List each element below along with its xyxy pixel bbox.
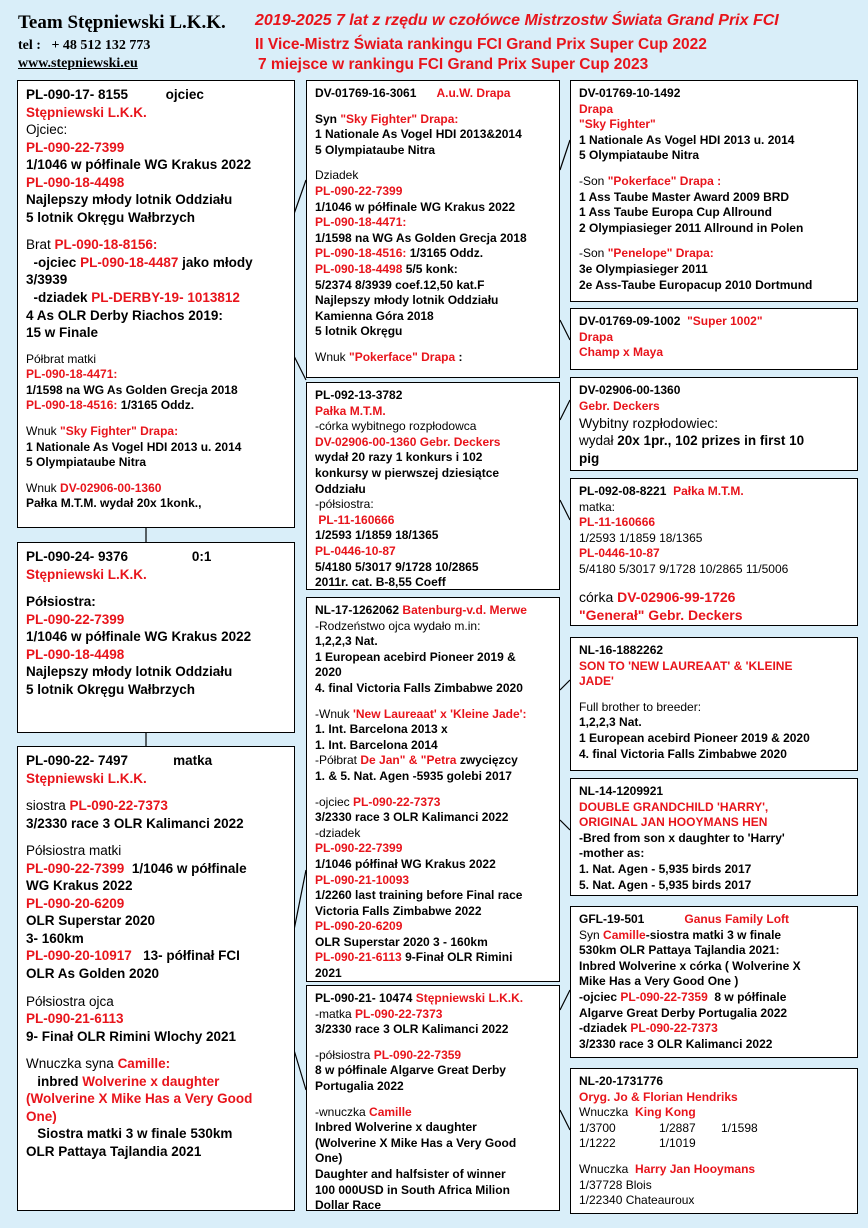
- fs-d-res3: 1/3165 Oddz.: [409, 246, 484, 261]
- ms-dz-res6: 2021: [315, 966, 342, 981]
- mother-wn-name: Camille:: [117, 1056, 171, 1072]
- mdd-wn1-b: 1/2887: [659, 1120, 696, 1135]
- fds-owner: Gebr. Deckers: [579, 398, 660, 413]
- mdd-wn1-e: 1/1019: [659, 1136, 696, 1151]
- father-brat-label: Brat: [26, 237, 51, 253]
- mother-wn-label: Wnuczka syna: [26, 1056, 114, 1072]
- mdd-ring: NL-20-1731776: [579, 1074, 664, 1088]
- mother-ps-res3: 13- półfinał FCI: [143, 948, 240, 964]
- fs-wnuk-name: "Pokerface" Drapa: [349, 349, 456, 364]
- connector-msire-msdam: [560, 820, 570, 830]
- sibling-ring3: PL-090-18-4498: [26, 646, 125, 662]
- mss-label: Full brother to breeder:: [579, 699, 702, 714]
- mother-owner: Stępniewski L.K.K.: [26, 770, 147, 786]
- ms-dz-res: 1/1046 półfinał WG Krakus 2022: [315, 856, 496, 871]
- mother-card: [17, 746, 295, 1211]
- ms-desc: -Rodzeństwo ojca wydało m.in:: [315, 618, 481, 633]
- md-owner: Stępniewski L.K.K.: [415, 991, 524, 1005]
- mother-siostra-label: siostra: [26, 798, 66, 814]
- connector-mother-mothersire: [294, 870, 306, 930]
- ms-ring: NL-17-1262062: [315, 603, 400, 617]
- mdd-wn2-a: 1/37728 Blois: [579, 1177, 652, 1192]
- ffs-son1-prefix: -Son: [579, 173, 605, 188]
- father-ring: PL-090-17- 8155: [26, 87, 129, 102]
- sibling-ring2: PL-090-22-7399: [26, 611, 125, 627]
- msd-r2: 5. Nat. Agen - 5,935 birds 2017: [579, 877, 752, 892]
- fdd-res1: 1/2593 1/1859 18/1365: [579, 530, 703, 545]
- mother-siostra-res: 3/2330 race 3 OLR Kalimanci 2022: [26, 815, 244, 831]
- sibling-label: Półsiostra:: [26, 594, 96, 610]
- fds-res-prefix: wydał: [579, 433, 614, 449]
- father-wnuk-res1: 1 Nationale As Vogel HDI 2013 u. 2014: [26, 439, 242, 454]
- father-sire-card: [306, 80, 560, 378]
- father-brat-ring: PL-090-18-8156:: [54, 237, 158, 253]
- fds-res-bold: 20x 1pr., 102 prizes in first 10: [617, 433, 805, 449]
- msd-ring: NL-14-1209921: [579, 784, 664, 798]
- mdd-wn1-label: Wnuczka: [579, 1105, 629, 1120]
- msd-title1: DOUBLE GRANDCHILD 'HARRY',: [579, 799, 769, 814]
- father-polbrat-res2: 1/3165 Oddz.: [120, 398, 195, 413]
- fs-d-res7: Kamienna Góra 2018: [315, 308, 434, 323]
- fd-sire-card: [570, 377, 858, 471]
- connector-mdam-mddam: [560, 1110, 570, 1130]
- fd-ps-ring2: PL-0446-10-87: [315, 543, 396, 558]
- mother-wn-res1: Siostra matki 3 w finale 530km: [37, 1126, 233, 1142]
- fd-res2: konkursy w pierwszej dziesiątce: [315, 465, 500, 480]
- mds-r3: Mike Has a Very Good One ): [579, 974, 739, 989]
- fd-sire-ring: DV-02906-00-1360 Gebr. Deckers: [315, 434, 501, 449]
- phone-number: + 48 512 132 773: [51, 38, 151, 53]
- ms-dam-card: [570, 778, 858, 896]
- fs-res1: 1 Nationale As Vogel HDI 2013&2014: [315, 127, 522, 142]
- father-owner: Stępniewski L.K.K.: [26, 104, 147, 120]
- msd-title2: ORIGINAL JAN HOOYMANS HEN: [579, 815, 768, 830]
- sibling-res2: Najlepszy młody lotnik Oddziału: [26, 664, 233, 680]
- ms-o-res: 3/2330 race 3 OLR Kalimanci 2022: [315, 810, 509, 825]
- ms-dz-ring3: PL-090-20-6209: [315, 919, 403, 934]
- mds-oj-ring: PL-090-22-7359: [620, 989, 708, 1004]
- fd-ring: PL-092-13-3782: [315, 388, 403, 402]
- ms-o-label: -ojciec: [315, 794, 350, 809]
- father-dziadek-ring: PL-DERBY-19- 1013812: [91, 290, 240, 306]
- ms-pb-suffix: zwycięzcy: [459, 753, 518, 768]
- mds-oj-label: -ojciec: [579, 989, 618, 1004]
- fds-res2: pig: [579, 450, 600, 466]
- mother-role: matka: [173, 753, 213, 768]
- sibling-res3: 5 lotnik Okręgu Wałbrzych: [26, 681, 196, 697]
- ffs-name1: Drapa: [579, 101, 614, 116]
- mds-syn-res: -siostra matki 3 w finale: [645, 927, 782, 942]
- header-line-1: 2019-2025 7 lat z rzędu w czołówce Mistrzostw Świata Grand Prix FCI: [255, 12, 779, 29]
- ms-dz-ring: PL-090-22-7399: [315, 841, 403, 856]
- mother-pso-res: 9- Finał OLR Rimini Wlochy 2021: [26, 1028, 237, 1044]
- mdd-wn1-d: 1/1222: [579, 1136, 616, 1151]
- fd-ps-ring: PL-11-160666: [318, 512, 395, 527]
- father-polbrat-res: 1/1598 na WG As Golden Grecja 2018: [26, 382, 238, 397]
- ms-r2: 1 European acebird Pioneer 2019 &: [315, 649, 516, 664]
- ms-dz-res5: 9-Finał OLR Rimini: [405, 950, 513, 965]
- fs-wnuk-label: Wnuk: [315, 349, 346, 364]
- ms-dz-res3: Victoria Falls Zimbabwe 2022: [315, 903, 482, 918]
- father-brat-ojciec-label: -ojciec: [33, 254, 77, 270]
- mds-dz-label: -dziadek: [579, 1021, 628, 1036]
- fd-ps-res: 1/2593 1/1859 18/1365: [315, 528, 439, 543]
- md-m-label: -matka: [315, 1006, 352, 1021]
- mother-ps-ring2: PL-090-20-6209: [26, 895, 125, 911]
- mdd-owner: Oryg. Jo & Florian Hendriks: [579, 1089, 738, 1104]
- md-sire-card: [570, 906, 858, 1058]
- mss-r3: 4. final Victoria Falls Zimbabwe 2020: [579, 746, 787, 761]
- ff-sire-card: [570, 80, 858, 302]
- fs-d-res: 1/1046 w półfinale WG Krakus 2022: [315, 199, 516, 214]
- father-card: [17, 80, 295, 528]
- father-ojciec-label: Ojciec:: [26, 122, 68, 138]
- ffd-owner: Drapa: [579, 329, 614, 344]
- msd-desc: -Bred from son x daughter to 'Harry': [579, 830, 785, 845]
- mother-wn-line2: (Wolverine X Mike Has a Very Good: [26, 1091, 253, 1107]
- ms-wnuk-name: 'New Laureaat' x 'Kleine Jade':: [353, 706, 527, 721]
- md-m-ring: PL-090-22-7373: [355, 1006, 443, 1021]
- ffs-son1-res1: 1 Ass Taube Master Award 2009 BRD: [579, 189, 790, 204]
- mother-dam-card: [306, 985, 560, 1211]
- sibling-score: 0:1: [191, 549, 212, 564]
- mds-r1: 530km OLR Pattaya Tajlandia 2021:: [579, 943, 780, 958]
- father-brat-num: 3/3939: [26, 272, 68, 288]
- father-polbrat-ring2: PL-090-18-4516:: [26, 398, 118, 413]
- ffs-son1-res2: 1 Ass Taube Europa Cup Allround: [579, 205, 772, 220]
- md-wn-r5: 100 000USD in South Africa Milion: [315, 1182, 510, 1197]
- ms-sire-card: [570, 637, 858, 771]
- mds-syn-label: Syn: [579, 927, 600, 942]
- connector-mother-motherdam: [294, 1050, 306, 1090]
- mother-ps-res2: OLR Superstar 2020: [26, 913, 156, 929]
- mother-wn-res2: OLR Pattaya Tajlandia 2021: [26, 1143, 202, 1159]
- connector-father-fatherdam: [294, 356, 306, 380]
- fd-dam-card: [570, 478, 858, 626]
- ms-pb-name: De Jan" & "Petra: [360, 753, 457, 768]
- fs-owner: A.u.W. Drapa: [436, 86, 511, 100]
- mother-wn-line1: Wolverine x daughter: [82, 1073, 220, 1089]
- fs-d-ring: PL-090-22-7399: [315, 183, 403, 198]
- fdd-corka-ring: DV-02906-99-1726: [617, 588, 736, 605]
- mds-dz-res: 3/2330 race 3 OLR Kalimanci 2022: [579, 1036, 773, 1051]
- father-ojciec-ring: PL-090-22-7399: [26, 139, 125, 155]
- fdd-owner: Pałka M.T.M.: [673, 484, 744, 498]
- ffs-son1-name: "Pokerface" Drapa :: [607, 173, 722, 188]
- ff-dam-card: [570, 308, 858, 370]
- md-ps-res2: Portugalia 2022: [315, 1078, 404, 1093]
- mds-syn-name: Camille: [603, 927, 646, 942]
- mss-title2: JADE': [579, 674, 614, 689]
- fs-dziadek-label: Dziadek: [315, 168, 359, 183]
- mother-sire-card: [306, 597, 560, 982]
- connector-fsire-ffdam: [560, 320, 570, 340]
- mds-oj-res: 8 w półfinale: [714, 989, 787, 1004]
- mother-ring: PL-090-22- 7497: [26, 753, 129, 768]
- header-line-2: II Vice-Mistrz Świata rankingu FCI Grand Prix Super Cup 2022: [255, 36, 707, 53]
- ffs-res2: 5 Olympiataube Nitra: [579, 148, 700, 163]
- md-wn-label: -wnuczka: [315, 1104, 366, 1119]
- ms-wnuk-label: -Wnuk: [315, 706, 350, 721]
- connector-msire-mssire: [560, 680, 570, 690]
- ffs-res1: 1 Nationale As Vogel HDI 2013 u. 2014: [579, 132, 795, 147]
- ffs-son2-res1: 3e Olympiasieger 2011: [579, 261, 708, 276]
- ffs-ring: DV-01769-10-1492: [579, 86, 681, 100]
- mds-dz-ring: PL-090-22-7373: [630, 1021, 718, 1036]
- mother-siostra-ring: PL-090-22-7373: [69, 798, 168, 814]
- fdd-ring3: PL-0446-10-87: [579, 546, 660, 561]
- ms-r3: 2020: [315, 665, 342, 680]
- md-wn-r3: One): [315, 1151, 343, 1166]
- ms-owner: Batenburg-v.d. Merwe: [402, 603, 527, 617]
- mother-ps-res2b: 3- 160km: [26, 930, 84, 946]
- fdd-ring2: PL-11-160666: [579, 515, 656, 530]
- fs-syn-name: "Sky Fighter" Drapa:: [340, 111, 459, 126]
- father-dam-card: [306, 382, 560, 590]
- mds-r2: Inbred Wolverine x córka ( Wolverine X: [579, 958, 801, 973]
- fds-ring: DV-02906-00-1360: [579, 383, 681, 397]
- md-wn-r6: Dollar Race: [315, 1198, 382, 1211]
- fs-d-res5: 5/2374 8/3939 coef.12,50 kat.F: [315, 277, 485, 292]
- md-ps-res1: 8 w półfinale Algarve Great Derby: [315, 1063, 506, 1078]
- fdd-matka-label: matka:: [579, 499, 616, 514]
- fd-ps-res3: 2011r. cat. B-8,55 Coeff: [315, 575, 446, 590]
- connector-fdam-fddam: [560, 500, 570, 520]
- ffd-line: Champ x Maya: [579, 345, 664, 360]
- ffs-son2-res2: 2e Ass-Taube Europacup 2010 Dortmund: [579, 277, 813, 292]
- md-ring: PL-090-21- 10474: [315, 991, 413, 1005]
- mss-title1: SON TO 'NEW LAUREAAT' & 'KLEINE: [579, 658, 793, 673]
- team-name: Team Stępniewski L.K.K.: [18, 12, 226, 33]
- father-wnuk-name: "Sky Fighter" Drapa:: [60, 424, 179, 439]
- ms-dz-label: -dziadek: [315, 825, 361, 840]
- ffd-name: "Super 1002": [687, 314, 763, 328]
- mother-wn-line3: One): [26, 1108, 57, 1124]
- father-r2a: Najlepszy młody lotnik Oddziału: [26, 192, 233, 208]
- fd-res3: Oddziału: [315, 481, 366, 496]
- father-wnuk-label: Wnuk: [26, 424, 57, 439]
- ffs-son1-res3: 2 Olympiasieger 2011 Allround in Polen: [579, 220, 804, 235]
- fs-d-ring3: PL-090-18-4516:: [315, 246, 407, 261]
- father-polbrat-label: Półbrat matki: [26, 351, 97, 366]
- mds-owner: Ganus Family Loft: [684, 912, 790, 926]
- fs-d-ring4: PL-090-18-4498: [315, 261, 403, 276]
- ms-dz-ring2: PL-090-21-10093: [315, 872, 410, 887]
- fs-d-res8: 5 lotnik Okręgu: [315, 324, 403, 339]
- father-finale: 15 w Finale: [26, 325, 99, 341]
- mdd-wn1-c: 1/1598: [721, 1120, 758, 1135]
- father-brat-ojciec-ring: PL-090-18-4487: [80, 254, 179, 270]
- ms-pb-res: 1. & 5. Nat. Agen -5935 golebi 2017: [315, 768, 512, 783]
- ms-o-ring: PL-090-22-7373: [353, 794, 441, 809]
- mss-r2: 1 European acebird Pioneer 2019 & 2020: [579, 730, 810, 745]
- fdd-corka-name: "Generał" Gebr. Deckers: [579, 606, 743, 623]
- ms-r1: 1,2,2,3 Nat.: [315, 634, 378, 649]
- fs-d-res6: Najlepszy młody lotnik Oddziału: [315, 293, 499, 308]
- mdd-wn1-a: 1/3700: [579, 1120, 616, 1135]
- mdd-wn2-b: 1/22340 Chateauroux: [579, 1193, 695, 1208]
- father-ojciec-result: 1/1046 w półfinale WG Krakus 2022: [26, 157, 252, 173]
- fdd-res2: 5/4180 5/3017 9/1728 10/2865 11/5006: [579, 561, 789, 576]
- md-m-res: 3/2330 race 3 OLR Kalimanci 2022: [315, 1022, 509, 1037]
- md-ps-label: -półsiostra: [315, 1047, 371, 1062]
- phone-label: tel :: [18, 38, 41, 53]
- fd-desc: -córka wybitnego rozpłodowca: [315, 419, 477, 434]
- fs-ring: DV-01769-16-3061: [315, 86, 417, 100]
- ms-dz-res4: OLR Superstar 2020 3 - 160km: [315, 934, 488, 949]
- mother-ps-ring1: PL-090-22-7399: [26, 860, 125, 876]
- connector-fdam-fdsire: [560, 400, 570, 420]
- fdd-ring: PL-092-08-8221: [579, 484, 667, 498]
- mdd-wn2-label: Wnuczka: [579, 1161, 629, 1176]
- msd-r1: 1. Nat. Agen - 5,935 birds 2017: [579, 861, 752, 876]
- ms-dz-res2: 1/2260 last training before Final race: [315, 888, 523, 903]
- father-polbrat-ring: PL-090-18-4471:: [26, 367, 118, 382]
- father-wnuk-res2: 5 Olympiataube Nitra: [26, 455, 147, 470]
- ms-r4: 4. final Victoria Falls Zimbabwe 2020: [315, 680, 523, 695]
- fd-res1: wydał 20 razy 1 konkurs i 102: [315, 450, 483, 465]
- father-ring2: PL-090-18-4498: [26, 174, 125, 190]
- ms-w2: 1. Int. Barcelona 2014: [315, 737, 438, 752]
- fs-res2: 5 Olympiataube Nitra: [315, 142, 436, 157]
- website-link[interactable]: www.stepniewski.eu: [18, 56, 138, 71]
- mother-ps-res1b: WG Krakus 2022: [26, 878, 133, 894]
- father-brat-ojciec-suffix: jako młody: [182, 254, 253, 270]
- sibling-ring: PL-090-24- 9376: [26, 549, 129, 564]
- md-wn-r2: (Wolverine X Mike Has a Very Good: [315, 1135, 517, 1150]
- fd-ps-res2: 5/4180 5/3017 9/1728 10/2865: [315, 559, 479, 574]
- father-wnuk2-ring: DV-02906-00-1360: [60, 480, 162, 495]
- ffs-son2-prefix: -Son: [579, 246, 605, 261]
- header-line-3: 7 miejsce w rankingu FCI Grand Prix Super Cup 2023: [258, 56, 649, 73]
- mother-pso-label: Półsiostra ojca: [26, 993, 114, 1009]
- father-derby: 4 As OLR Derby Riachos 2019:: [26, 307, 223, 323]
- father-wnuk2-label: Wnuk: [26, 480, 57, 495]
- mdd-wn2-name: Harry Jan Hooymans: [635, 1161, 756, 1176]
- md-wn-r4: Daughter and halfsister of winner: [315, 1166, 506, 1181]
- father-dziadek-label: -dziadek: [33, 290, 88, 306]
- fs-syn-label: Syn: [315, 111, 338, 126]
- fds-desc: Wybitny rozpłodowiec:: [579, 415, 719, 432]
- mds-oj-res2: Algarve Great Derby Portugalia 2022: [579, 1005, 788, 1020]
- phone-line: [18, 38, 150, 54]
- sibling-res1: 1/1046 w półfinale WG Krakus 2022: [26, 629, 252, 645]
- fd-polsiostra-label: -półsiostra:: [315, 497, 374, 512]
- sibling-card: [17, 542, 295, 733]
- connector-mdam-mdsire: [560, 990, 570, 1010]
- md-wn-r1: Inbred Wolverine x daughter: [315, 1120, 477, 1135]
- father-r2b: 5 lotnik Okręgu Wałbrzych: [26, 209, 196, 225]
- ms-w1: 1. Int. Barcelona 2013 x: [315, 722, 448, 737]
- mother-ps-label: Półsiostra matki: [26, 843, 122, 859]
- mss-r1: 1,2,2,3 Nat.: [579, 715, 642, 730]
- fs-d-res2: 1/1598 na WG As Golden Grecja 2018: [315, 230, 527, 245]
- connector-father-fathersire: [294, 180, 306, 214]
- sibling-owner: Stępniewski L.K.K.: [26, 566, 147, 582]
- md-dam-card: [570, 1068, 858, 1214]
- mdd-wn1-name: King Kong: [635, 1105, 696, 1120]
- ms-pb-label: -Półbrat: [315, 753, 358, 768]
- fd-owner: Pałka M.T.M.: [315, 403, 386, 418]
- father-wnuk2-res: Pałka M.T.M. wydał 20x 1konk.,: [26, 496, 202, 511]
- ffs-name2: "Sky Fighter": [579, 117, 656, 132]
- connector-fsire-ffsire: [560, 140, 570, 170]
- father-role: ojciec: [165, 87, 204, 102]
- fs-d-ring2: PL-090-18-4471:: [315, 215, 407, 230]
- ffs-son2-name: "Penelope" Drapa:: [607, 246, 714, 261]
- mother-ps-ring3: PL-090-20-10917: [26, 948, 132, 964]
- mother-wn-inbred: inbred: [37, 1073, 79, 1089]
- ffd-ring: DV-01769-09-1002: [579, 314, 681, 328]
- mother-ps-res1: 1/1046 w półfinale: [131, 860, 247, 876]
- mother-pso-ring: PL-090-21-6113: [26, 1011, 124, 1027]
- ms-dz-ring4: PL-090-21-6113: [315, 950, 402, 965]
- mother-ps-res3b: OLR As Golden 2020: [26, 966, 160, 982]
- fs-d-res4: 5/5 konk:: [405, 261, 458, 276]
- fdd-corka-label: córka: [579, 588, 614, 605]
- md-ps-ring: PL-090-22-7359: [373, 1047, 462, 1062]
- md-wn-name: Camille: [369, 1104, 412, 1119]
- mds-ring: GFL-19-501: [579, 912, 645, 926]
- msd-mother-as: -mother as:: [579, 846, 645, 861]
- fs-wnuk-suffix: :: [455, 349, 463, 364]
- mss-ring: NL-16-1882262: [579, 643, 664, 657]
